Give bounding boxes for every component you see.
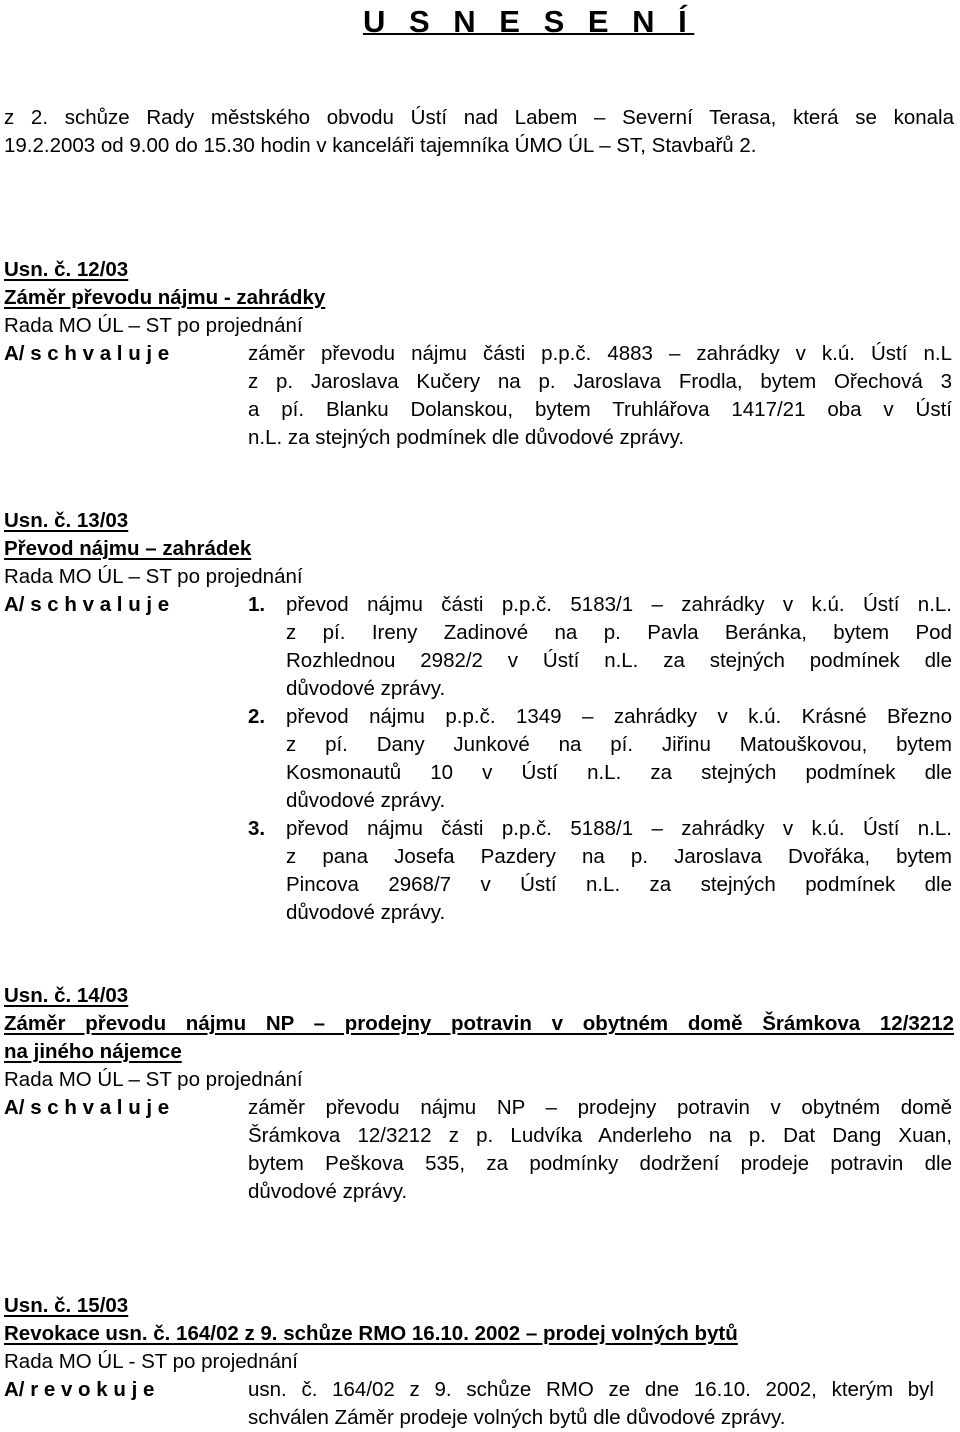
resolution-text-line: n.L. za stejných podmínek dle důvodové zprávy. <box>248 426 685 449</box>
item-text-line: z pí. Ireny Zadinové na p. Pavla Beránka, bytem Pod <box>286 621 952 644</box>
resolution-heading: Záměr převodu nájmu - zahrádky <box>4 286 326 309</box>
resolution-verb: A/ s c h v a l u j e <box>4 1096 170 1119</box>
resolution-number: Usn. č. 14/03 <box>4 984 129 1007</box>
item-number: 3. <box>248 817 266 840</box>
resolution-text-line: usn. č. 164/02 z 9. schůze RMO ze dne 16.10. 2002, kterým byl <box>248 1378 934 1401</box>
item-text-line: převod nájmu p.p.č. 1349 – zahrádky v k.ú. Krásné Březno <box>286 705 952 728</box>
resolution-text-line: bytem Peškova 535, za podmínky dodržení prodeje potravin dle <box>248 1152 952 1175</box>
item-number: 2. <box>248 705 266 728</box>
resolution-verb: A/ s c h v a l u j e <box>4 342 170 365</box>
resolution-text-line: záměr převodu nájmu části p.p.č. 4883 – zahrádky v k.ú. Ústí n.L <box>248 342 952 365</box>
resolution-preamble: Rada MO ÚL – ST po projednání <box>4 314 303 337</box>
intro-line-2: 19.2.2003 od 9.00 do 15.30 hodin v kanceláři tajemníka ÚMO ÚL – ST, Stavbařů 2. <box>4 134 757 157</box>
resolution-preamble: Rada MO ÚL – ST po projednání <box>4 1068 303 1091</box>
item-text-line: Rozhlednou 2982/2 v Ústí n.L. za stejných podmínek dle <box>286 649 952 672</box>
item-text-line: z pana Josefa Pazdery na p. Jaroslava Dvořáka, bytem <box>286 845 952 868</box>
resolution-heading: Záměr převodu nájmu NP – prodejny potravin v obytném domě Šrámkova 12/3212 <box>4 1012 954 1035</box>
resolution-text-line: a pí. Blanku Dolanskou, bytem Truhlářova 1417/21 oba v Ústí <box>248 398 952 421</box>
item-text-line: z pí. Dany Junkové na pí. Jiřinu Matouškovou, bytem <box>286 733 952 756</box>
resolution-text-line: schválen Záměr prodeje volných bytů dle důvodové zprávy. <box>248 1406 786 1429</box>
item-text-line: převod nájmu části p.p.č. 5183/1 – zahrádky v k.ú. Ústí n.L. <box>286 593 952 616</box>
resolution-text-line: z p. Jaroslava Kučery na p. Jaroslava Frodla, bytem Ořechová 3 <box>248 370 952 393</box>
item-text-line: převod nájmu části p.p.č. 5188/1 – zahrádky v k.ú. Ústí n.L. <box>286 817 952 840</box>
resolution-text-line: důvodové zprávy. <box>248 1180 408 1203</box>
resolution-preamble: Rada MO ÚL – ST po projednání <box>4 565 303 588</box>
item-text-line: Kosmonautů 10 v Ústí n.L. za stejných podmínek dle <box>286 761 952 784</box>
intro-line-1: z 2. schůze Rady městského obvodu Ústí nad Labem – Severní Terasa, která se konala <box>4 106 954 129</box>
document-title: U S N E S E N Í <box>363 4 695 39</box>
resolution-text-line: záměr převodu nájmu NP – prodejny potravin v obytném domě <box>248 1096 952 1119</box>
item-number: 1. <box>248 593 266 616</box>
resolution-verb: A/ r e v o k u j e <box>4 1378 155 1401</box>
resolution-preamble: Rada MO ÚL - ST po projednání <box>4 1350 298 1373</box>
item-text-line: důvodové zprávy. <box>286 789 446 812</box>
resolution-verb: A/ s c h v a l u j e <box>4 593 170 616</box>
resolution-heading: Revokace usn. č. 164/02 z 9. schůze RMO 16.10. 2002 – prodej volných bytů <box>4 1322 738 1345</box>
resolution-number: Usn. č. 15/03 <box>4 1294 129 1317</box>
item-text-line: důvodové zprávy. <box>286 677 446 700</box>
resolution-heading-continued: na jiného nájemce <box>4 1040 182 1063</box>
resolution-text-line: Šrámkova 12/3212 z p. Ludvíka Anderleho na p. Dat Dang Xuan, <box>248 1124 952 1147</box>
resolution-number: Usn. č. 13/03 <box>4 509 129 532</box>
item-text-line: důvodové zprávy. <box>286 901 446 924</box>
item-text-line: Pincova 2968/7 v Ústí n.L. za stejných podmínek dle <box>286 873 952 896</box>
resolution-number: Usn. č. 12/03 <box>4 258 129 281</box>
resolution-heading: Převod nájmu – zahrádek <box>4 537 252 560</box>
